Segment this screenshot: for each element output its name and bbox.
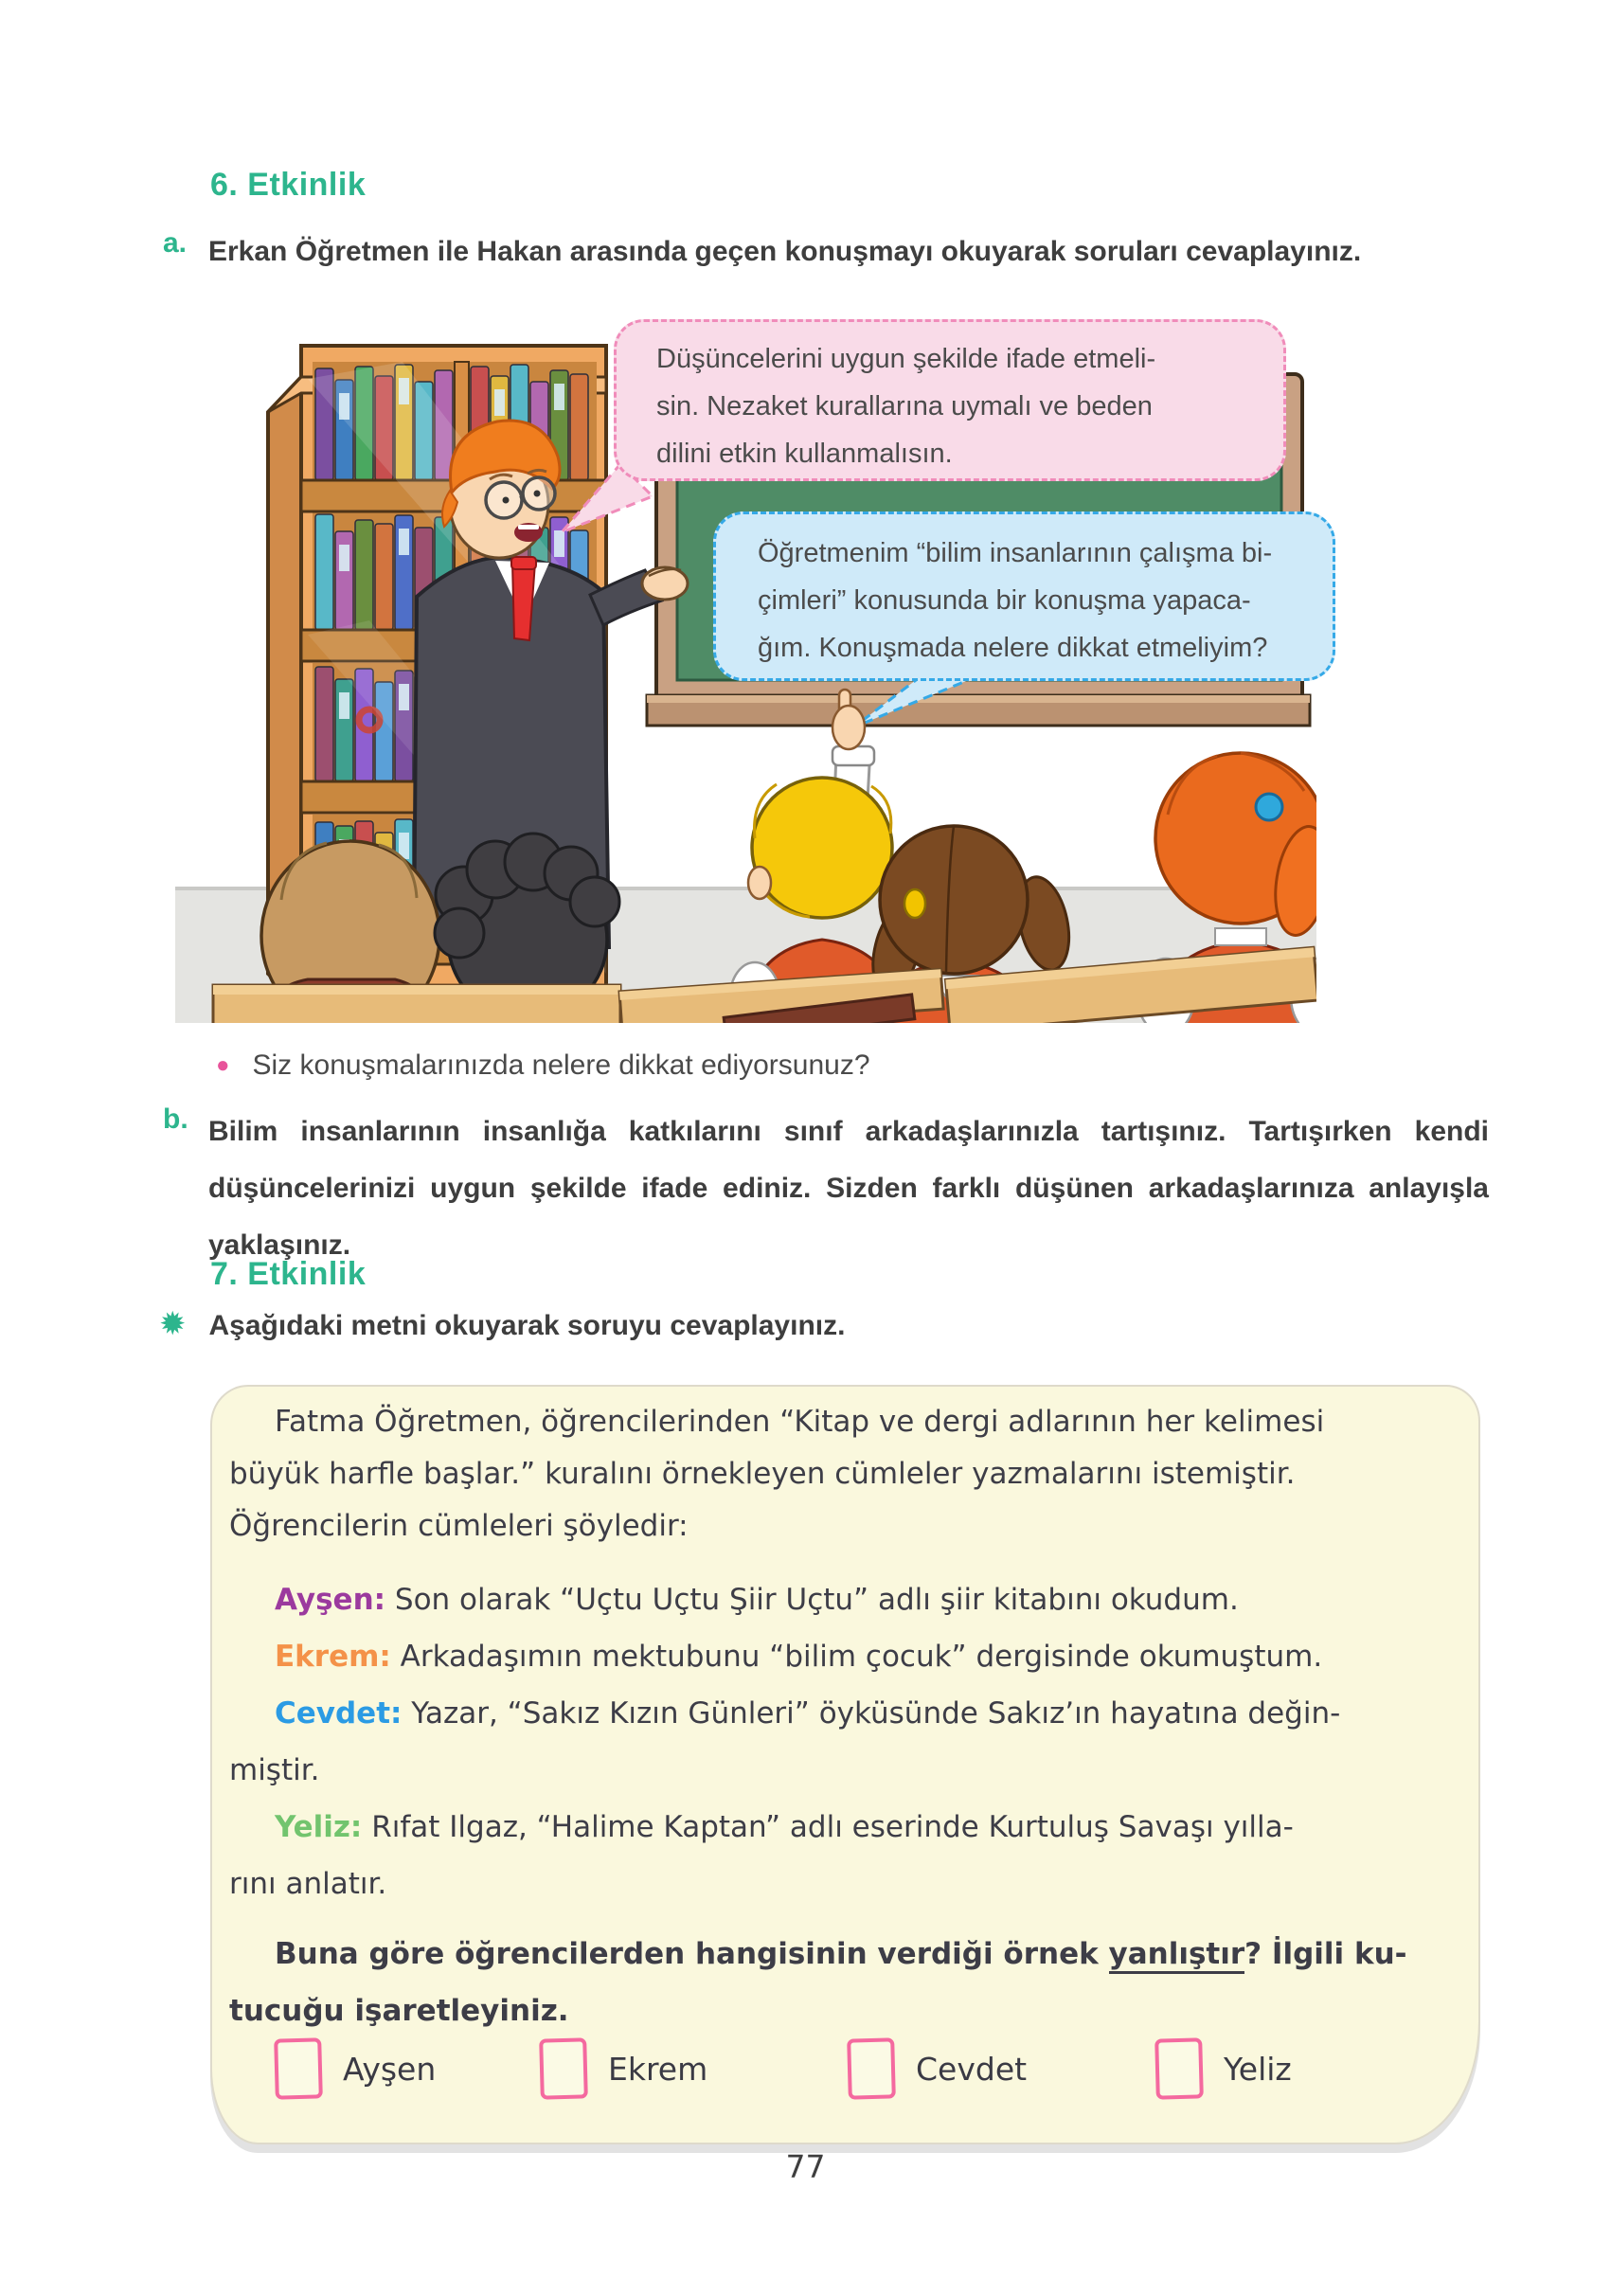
student-name-yeliz: Yeliz: (275, 1810, 363, 1844)
student-text-ekrem: Arkadaşımın mektubunu “bilim çocuk” dergisinde okumuştum. (400, 1640, 1323, 1674)
student-name-ekrem: Ekrem: (275, 1640, 391, 1674)
question-line-1 (229, 1926, 1439, 1982)
section6-heading: 6. Etkinlik (210, 167, 367, 203)
option-label-yeliz: Yeliz (1224, 2050, 1292, 2088)
passage-intro-line-2: büyük harfle başlar.” kuralını örnekleyen cümleler yazmalarını istemiştir. (229, 1457, 1296, 1491)
question-before: Buna göre öğrencilerden hangisinin verdiği örnek (275, 1937, 1109, 1971)
bullet-question-text: Siz konuşmalarınızda nelere dikkat ediyorsunuz? (252, 1049, 870, 1081)
option-cevdet (848, 2038, 1027, 2099)
teacher-bubble-line: Düşüncelerini uygun şekilde ifade etmeli- (656, 344, 1156, 374)
student-name-cevdet: Cevdet: (275, 1696, 403, 1731)
item-b-text: Bilim insanlarının insanlığa katkılarını sınıf arkadaşlarınızla tartışınız. Tartışırken kendi düşüncelerinizi uygun şekilde ifade ediniz. Sizden farklı düşünen arkadaşlarınıza anlayışla yaklaşınız. (208, 1116, 1489, 1261)
student-name-aysen: Ayşen: (275, 1583, 386, 1617)
student-sentence-yeliz (229, 1799, 1439, 1856)
question-line-2: tucuğu işaretleyiniz. (229, 1994, 569, 2028)
item-b (163, 1103, 1489, 1274)
teacher-speech-bubble (614, 319, 1286, 481)
star-instruction (159, 1305, 845, 1347)
page-number: 77 (785, 2148, 826, 2185)
option-ekrem (540, 2038, 707, 2099)
question-after: ? İlgili ku- (1244, 1937, 1407, 1971)
checkbox-cevdet[interactable] (847, 2037, 896, 2099)
option-label-aysen: Ayşen (343, 2050, 437, 2088)
option-label-ekrem: Ekrem (608, 2050, 708, 2088)
section7-heading: 7. Etkinlik (210, 1256, 367, 1292)
student-text-cevdet: Yazar, “Sakız Kızın Günleri” öyküsünde Sakız’ın hayatına değin- (411, 1696, 1341, 1731)
item-a-marker: a. (163, 227, 188, 259)
student-sentence-ekrem (229, 1628, 1439, 1685)
student-sentence-cevdet-cont: miştir. (229, 1753, 320, 1787)
bullet-icon: ● (216, 1052, 230, 1078)
option-yeliz (1155, 2038, 1292, 2099)
bullet-question (216, 1049, 870, 1082)
student-bubble-line: ğım. Konuşmada nelere dikkat etmeliyim? (758, 633, 1268, 663)
options-row (212, 2038, 1478, 2120)
student-text-yeliz: Rıfat Ilgaz, “Halime Kaptan” adlı eserinde Kurtuluş Savaşı yılla- (371, 1810, 1294, 1844)
item-a-text: Erkan Öğretmen ile Hakan arasında geçen konuşmayı okuyarak soruları cevaplayınız. (208, 236, 1362, 267)
student-bubble-line: Öğretmenim “bilim insanlarının çalışma bi- (758, 538, 1273, 568)
star-icon: ✹ (159, 1306, 187, 1342)
teacher-bubble-line: sin. Nezaket kurallarına uymalı ve beden (656, 391, 1153, 422)
question-underlined: yanlıştır (1109, 1937, 1245, 1974)
star-instruction-text: Aşağıdaki metni okuyarak soruyu cevaplayınız. (208, 1310, 846, 1341)
student-sentence-cevdet (229, 1685, 1439, 1742)
teacher-bubble-line: dilini etkin kullanmalısın. (656, 439, 953, 469)
student-speech-bubble (713, 511, 1335, 681)
passage-intro-line-1: Fatma Öğretmen, öğrencilerinden “Kitap ve dergi adlarının her kelimesi (275, 1405, 1325, 1439)
passage-box (210, 1385, 1480, 2144)
item-a (163, 227, 1489, 277)
student-bubble-line: çimleri” konusunda bir konuşma yapaca- (758, 585, 1251, 616)
student-sentence-yeliz-cont: rını anlatır. (229, 1867, 387, 1901)
checkbox-yeliz[interactable] (1155, 2037, 1204, 2099)
option-aysen (275, 2038, 436, 2099)
option-label-cevdet: Cevdet (916, 2050, 1028, 2088)
passage-intro-line-3: Öğrencilerin cümleleri şöyledir: (229, 1509, 689, 1543)
checkbox-ekrem[interactable] (539, 2037, 588, 2099)
student-text-aysen: Son olarak “Uçtu Uçtu Şiir Uçtu” adlı şiir kitabını okudum. (394, 1583, 1239, 1617)
item-b-marker: b. (163, 1103, 188, 1135)
checkbox-aysen[interactable] (274, 2037, 323, 2099)
student-sentence-aysen (229, 1571, 1439, 1628)
